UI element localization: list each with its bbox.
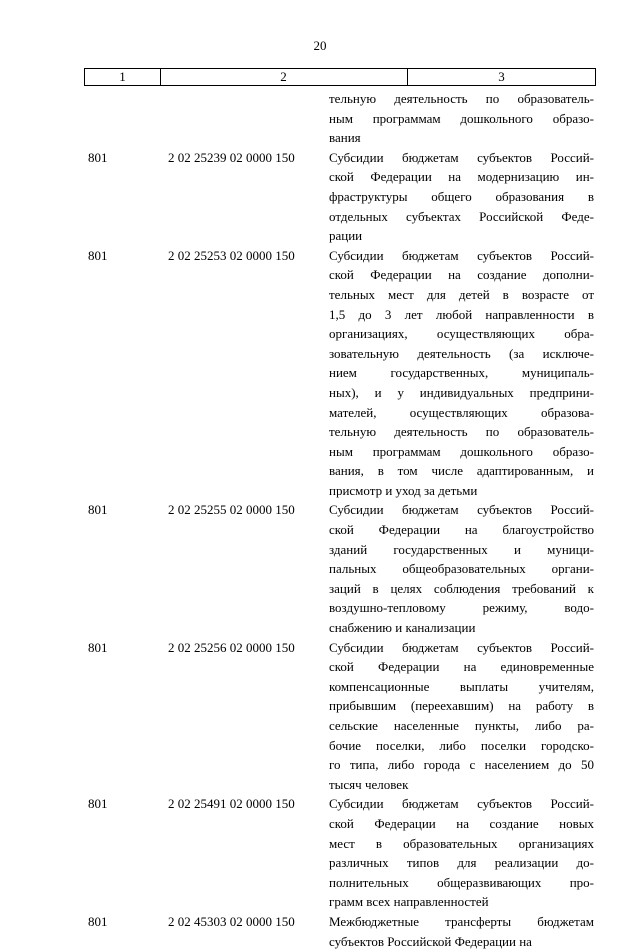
description-line: организациях, осуществляющих обра- — [329, 326, 594, 342]
description-line: компенсационные выплаты учителям, — [329, 678, 594, 694]
table-row — [84, 794, 596, 912]
budget-classification-code: 2 02 25255 02 0000 150 — [168, 502, 295, 518]
description-line: пальных общеобразовательных органи- — [329, 561, 594, 577]
header-col-3: 3 — [498, 69, 505, 84]
description-line: присмотр и уход за детьми — [329, 482, 478, 498]
description-line: мест в образовательных организациях — [329, 835, 594, 851]
description-line: фраструктуры общего образования в — [329, 188, 594, 204]
description-line: полнительных общеразвивающих про- — [329, 874, 594, 890]
description-line: отдельных субъектах Российской Феде- — [329, 208, 594, 224]
table-row — [84, 500, 596, 637]
description-line: зданий государственных и муници- — [329, 541, 594, 557]
revenue-description — [329, 638, 594, 795]
admin-code: 801 — [88, 639, 108, 655]
description-line: Субсидии бюджетам субъектов Россий- — [329, 149, 594, 165]
admin-code: 801 — [88, 149, 108, 165]
description-line: Субсидии бюджетам субъектов Россий- — [329, 639, 594, 655]
description-line: 1,5 до 3 лет любой направленности в — [329, 306, 594, 322]
budget-classification-code: 2 02 25239 02 0000 150 — [168, 149, 295, 165]
revenue-description — [329, 500, 594, 637]
table-row — [84, 246, 596, 501]
description-line: ных), и у индивидуальных предприни- — [329, 384, 594, 400]
budget-classification-code: 2 02 25256 02 0000 150 — [168, 639, 295, 655]
description-line: рации — [329, 228, 363, 244]
description-line: тельную деятельность по образователь- — [329, 91, 594, 106]
description-line: ным программам дошкольного образо- — [329, 443, 594, 459]
description-line: го типа, либо города с населением до 50 — [329, 757, 594, 773]
header-col-2: 2 — [160, 69, 408, 85]
description-line: грамм всех направленностей — [329, 894, 489, 910]
table-row — [84, 638, 596, 795]
table-row — [84, 148, 596, 246]
description-line: ской Федерации на создание дополни- — [329, 267, 594, 283]
description-line: тельных мест для детей в возрасте от — [329, 286, 594, 302]
description-line: сельские населенные пункты, либо ра- — [329, 718, 594, 733]
revenue-description — [329, 89, 594, 148]
table-row — [84, 89, 596, 148]
description-line: прибывшим (переехавшим) на работу в — [329, 698, 594, 714]
budget-classification-code: 2 02 45303 02 0000 150 — [168, 913, 295, 929]
description-line: мателей, осуществляющих образова- — [329, 404, 594, 420]
admin-code: 801 — [88, 247, 108, 263]
table-row — [84, 912, 596, 951]
description-line: различных типов для реализации до- — [329, 855, 594, 871]
description-line: Субсидии бюджетам субъектов Россий- — [329, 502, 594, 518]
description-line: ской Федерации на создание новых — [329, 815, 594, 831]
description-line: снабжению и канализации — [329, 620, 476, 636]
description-line: нием государственных, муниципаль- — [329, 365, 594, 381]
description-line: заций в целях соблюдения требований к — [329, 580, 594, 596]
description-line: ным программам дошкольного образо- — [329, 110, 594, 126]
description-line: субъектов Российской Федерации на — [329, 933, 532, 949]
page-number: 20 — [313, 38, 327, 53]
header-col-1: 1 — [85, 69, 161, 85]
admin-code: 801 — [88, 502, 108, 518]
description-line: тельную деятельность по образователь- — [329, 424, 594, 440]
table-body — [84, 89, 596, 951]
description-line: вания, в том числе адаптированным, и — [329, 463, 594, 479]
description-line: Субсидии бюджетам субъектов Россий- — [329, 247, 594, 263]
budget-classification-code: 2 02 25253 02 0000 150 — [168, 247, 295, 263]
description-line: ской Федерации на модернизацию ин- — [329, 169, 594, 185]
table-header — [84, 68, 596, 86]
revenue-description — [329, 246, 594, 501]
description-line: бочие поселки, либо поселки городско- — [329, 737, 594, 753]
description-line: Межбюджетные трансферты бюджетам — [329, 913, 594, 929]
description-line: воздушно-тепловому режиму, водо- — [329, 600, 594, 616]
description-line: ской Федерации на благоустройство — [329, 522, 594, 538]
admin-code: 801 — [88, 913, 108, 929]
description-line: вания — [329, 130, 361, 146]
description-line: тысяч человек — [329, 776, 409, 792]
description-line: зовательную деятельность (за исключе- — [329, 345, 594, 361]
description-line: Субсидии бюджетам субъектов Россий- — [329, 796, 594, 812]
admin-code: 801 — [88, 796, 108, 812]
description-line: ской Федерации на единовременные — [329, 659, 594, 675]
budget-classification-code: 2 02 25491 02 0000 150 — [168, 796, 295, 812]
